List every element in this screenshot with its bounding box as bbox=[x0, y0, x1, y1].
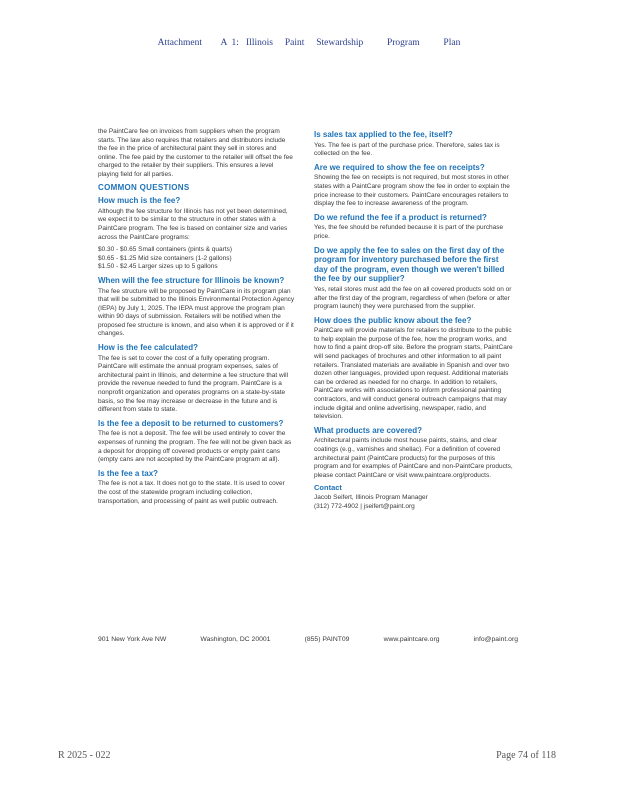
question-fee-tax: Is the fee a tax? bbox=[98, 468, 159, 478]
question-public-awareness: How does the public know about the fee? bbox=[314, 315, 472, 325]
question-fee-deposit: Is the fee a deposit to be returned to customers? bbox=[98, 418, 284, 428]
question-fee-amount: How much is the fee? bbox=[98, 196, 181, 206]
fee-list bbox=[98, 246, 295, 272]
page-number: Page 74 of 118 bbox=[496, 750, 556, 761]
right-column bbox=[314, 128, 514, 511]
question-fee-calculation: How is the fee calculated? bbox=[98, 343, 199, 353]
fee-item: $1.50 - $2.45 Larger sizes up to 5 gallons bbox=[98, 263, 218, 271]
answer-sales-tax: Yes. The fee is part of the purchase price. Therefore, sales tax is collected on the fee. bbox=[314, 141, 500, 158]
footer-address: 901 New York Ave NW bbox=[98, 636, 167, 643]
footer-bar bbox=[98, 636, 518, 643]
question-sales-tax: Is sales tax applied to the fee, itself? bbox=[314, 130, 453, 139]
question-refund: Do we refund the fee if a product is returned? bbox=[314, 212, 487, 222]
intro-paragraph: the PaintCare fee on invoices from suppliers when the program starts. The law also requires that retailers and distributors include the fee in the price of architectural paint they sell in stores and online. The fee paid by the customer to the retailer will offset the fee charged to the retailer by their suppliers. This ensures a level playing field for all parties. bbox=[98, 128, 293, 178]
answer-receipts: Showing the fee on receipts is not required, but most stores in other states with a PaintCare program show the fee in order to explain the price increase to their customers. PaintCare encourages retailers to display the fee to increase awareness of the program. bbox=[314, 174, 510, 208]
answer-fee-structure: The fee structure will be proposed by PaintCare in its program plan that will be submitted to the Illinois Environmental Protection Agency (IEPA) by July 1, 2025. The IEPA must approve the program plan within 90 days of submission. Retailers will be notified when the proposed fee structure is known, and also when it is approved or if it changes. bbox=[98, 287, 295, 338]
footer-email: info@paint.org bbox=[473, 636, 518, 643]
answer-fee-tax: The fee is not a tax. It does not go to the state. It is used to cover the cost of the statewide program including collection, transportation, and processing of paint as well public outreach. bbox=[98, 480, 285, 505]
answer-fee-amount: Although the fee structure for Illinois has not yet been determined, we expect it to be similar to the structure in other states with a PaintCare program. The fee is based on container size and varies across the PaintCare programs: bbox=[98, 207, 288, 241]
footer-phone: (855) PAINT09 bbox=[304, 636, 350, 643]
fee-item: $0.65 - $1.25 Mid size containers (1-2 gallons) bbox=[98, 254, 232, 262]
contact-name: Jacob Seifert, Illinois Program Manager bbox=[314, 493, 428, 501]
footer-website: www.paintcare.org bbox=[383, 636, 440, 643]
question-receipts: Are we required to show the fee on receipts? bbox=[314, 162, 485, 172]
answer-fee-deposit: The fee is not a deposit. The fee will be used entirely to cover the expenses of running the program. The fee will not be given back as a deposit for dropping off covered products or empty paint cans (empty cans are not accepted by the PaintCare program at all). bbox=[98, 430, 292, 464]
contact-heading: Contact bbox=[314, 483, 342, 493]
question-fee-structure: When will the fee structure for Illinois be known? bbox=[98, 275, 285, 285]
question-first-day: Do we apply the fee to sales on the first day of the program for inventory purchased before the first day of the program, even though we weren't billed the fee by our supplier? bbox=[314, 245, 505, 284]
answer-fee-calculation: The fee is set to cover the cost of a fully operating program. PaintCare will estimate the annual program expenses, sales of architectural paint in Illinois, and determine a fee structure that will provide the revenue needed to fund the program. PaintCare is a nonprofit organization and operates programs on a state-by-state basis, so the fee may increase or decrease in the future and is different from state to state. bbox=[98, 354, 289, 414]
footer-city: Washington, DC 20001 bbox=[200, 636, 271, 643]
answer-refund: Yes, the fee should be refunded because it is part of the purchase price. bbox=[314, 224, 504, 240]
page-header: Attachment A 1: Illinois Paint Stewardship Program Plan bbox=[157, 38, 461, 48]
question-covered-products: What products are covered? bbox=[314, 425, 423, 435]
fee-item: $0.30 - $0.65 Small containers (pints & quarts) bbox=[98, 246, 233, 254]
contact-info: (312) 772-4902 | jseifert@paint.org bbox=[314, 502, 415, 510]
document-id: R 2025 - 022 bbox=[58, 750, 111, 761]
answer-public-awareness: PaintCare will provide materials for retailers to distribute to the public to help explain the purpose of the fee, how the program works, and how to find a paint drop-off site. Before the program starts, PaintCare will send packages of brochures and other information to all paint retailers. Translated materials are available in Spanish and over two dozen other languages, provided upon request. Additional materials can be ordered as needed for no charge. In addition to retailers, PaintCare works with associations to inform professional painting contractors, and will conduct general outreach campaigns that may include digital and online advertising, newspaper, radio, and television. bbox=[314, 327, 513, 421]
common-questions-heading: COMMON QUESTIONS bbox=[98, 182, 190, 192]
answer-first-day: Yes, retail stores must add the fee on all covered products sold on or after the first day of the program, regardless of when (before or after program launch) they were purchased from the supplier. bbox=[314, 285, 512, 311]
left-column bbox=[98, 128, 295, 510]
answer-covered-products: Architectural paints include most house paints, stains, and clear coatings (e.g., varnishes and shellac). For a definition of covered architectural paint (PaintCare products) for the purposes of this program and for examples of PaintCare and non-PaintCare products, please contact PaintCare or visit www.paintcare.org/products. bbox=[314, 437, 513, 479]
